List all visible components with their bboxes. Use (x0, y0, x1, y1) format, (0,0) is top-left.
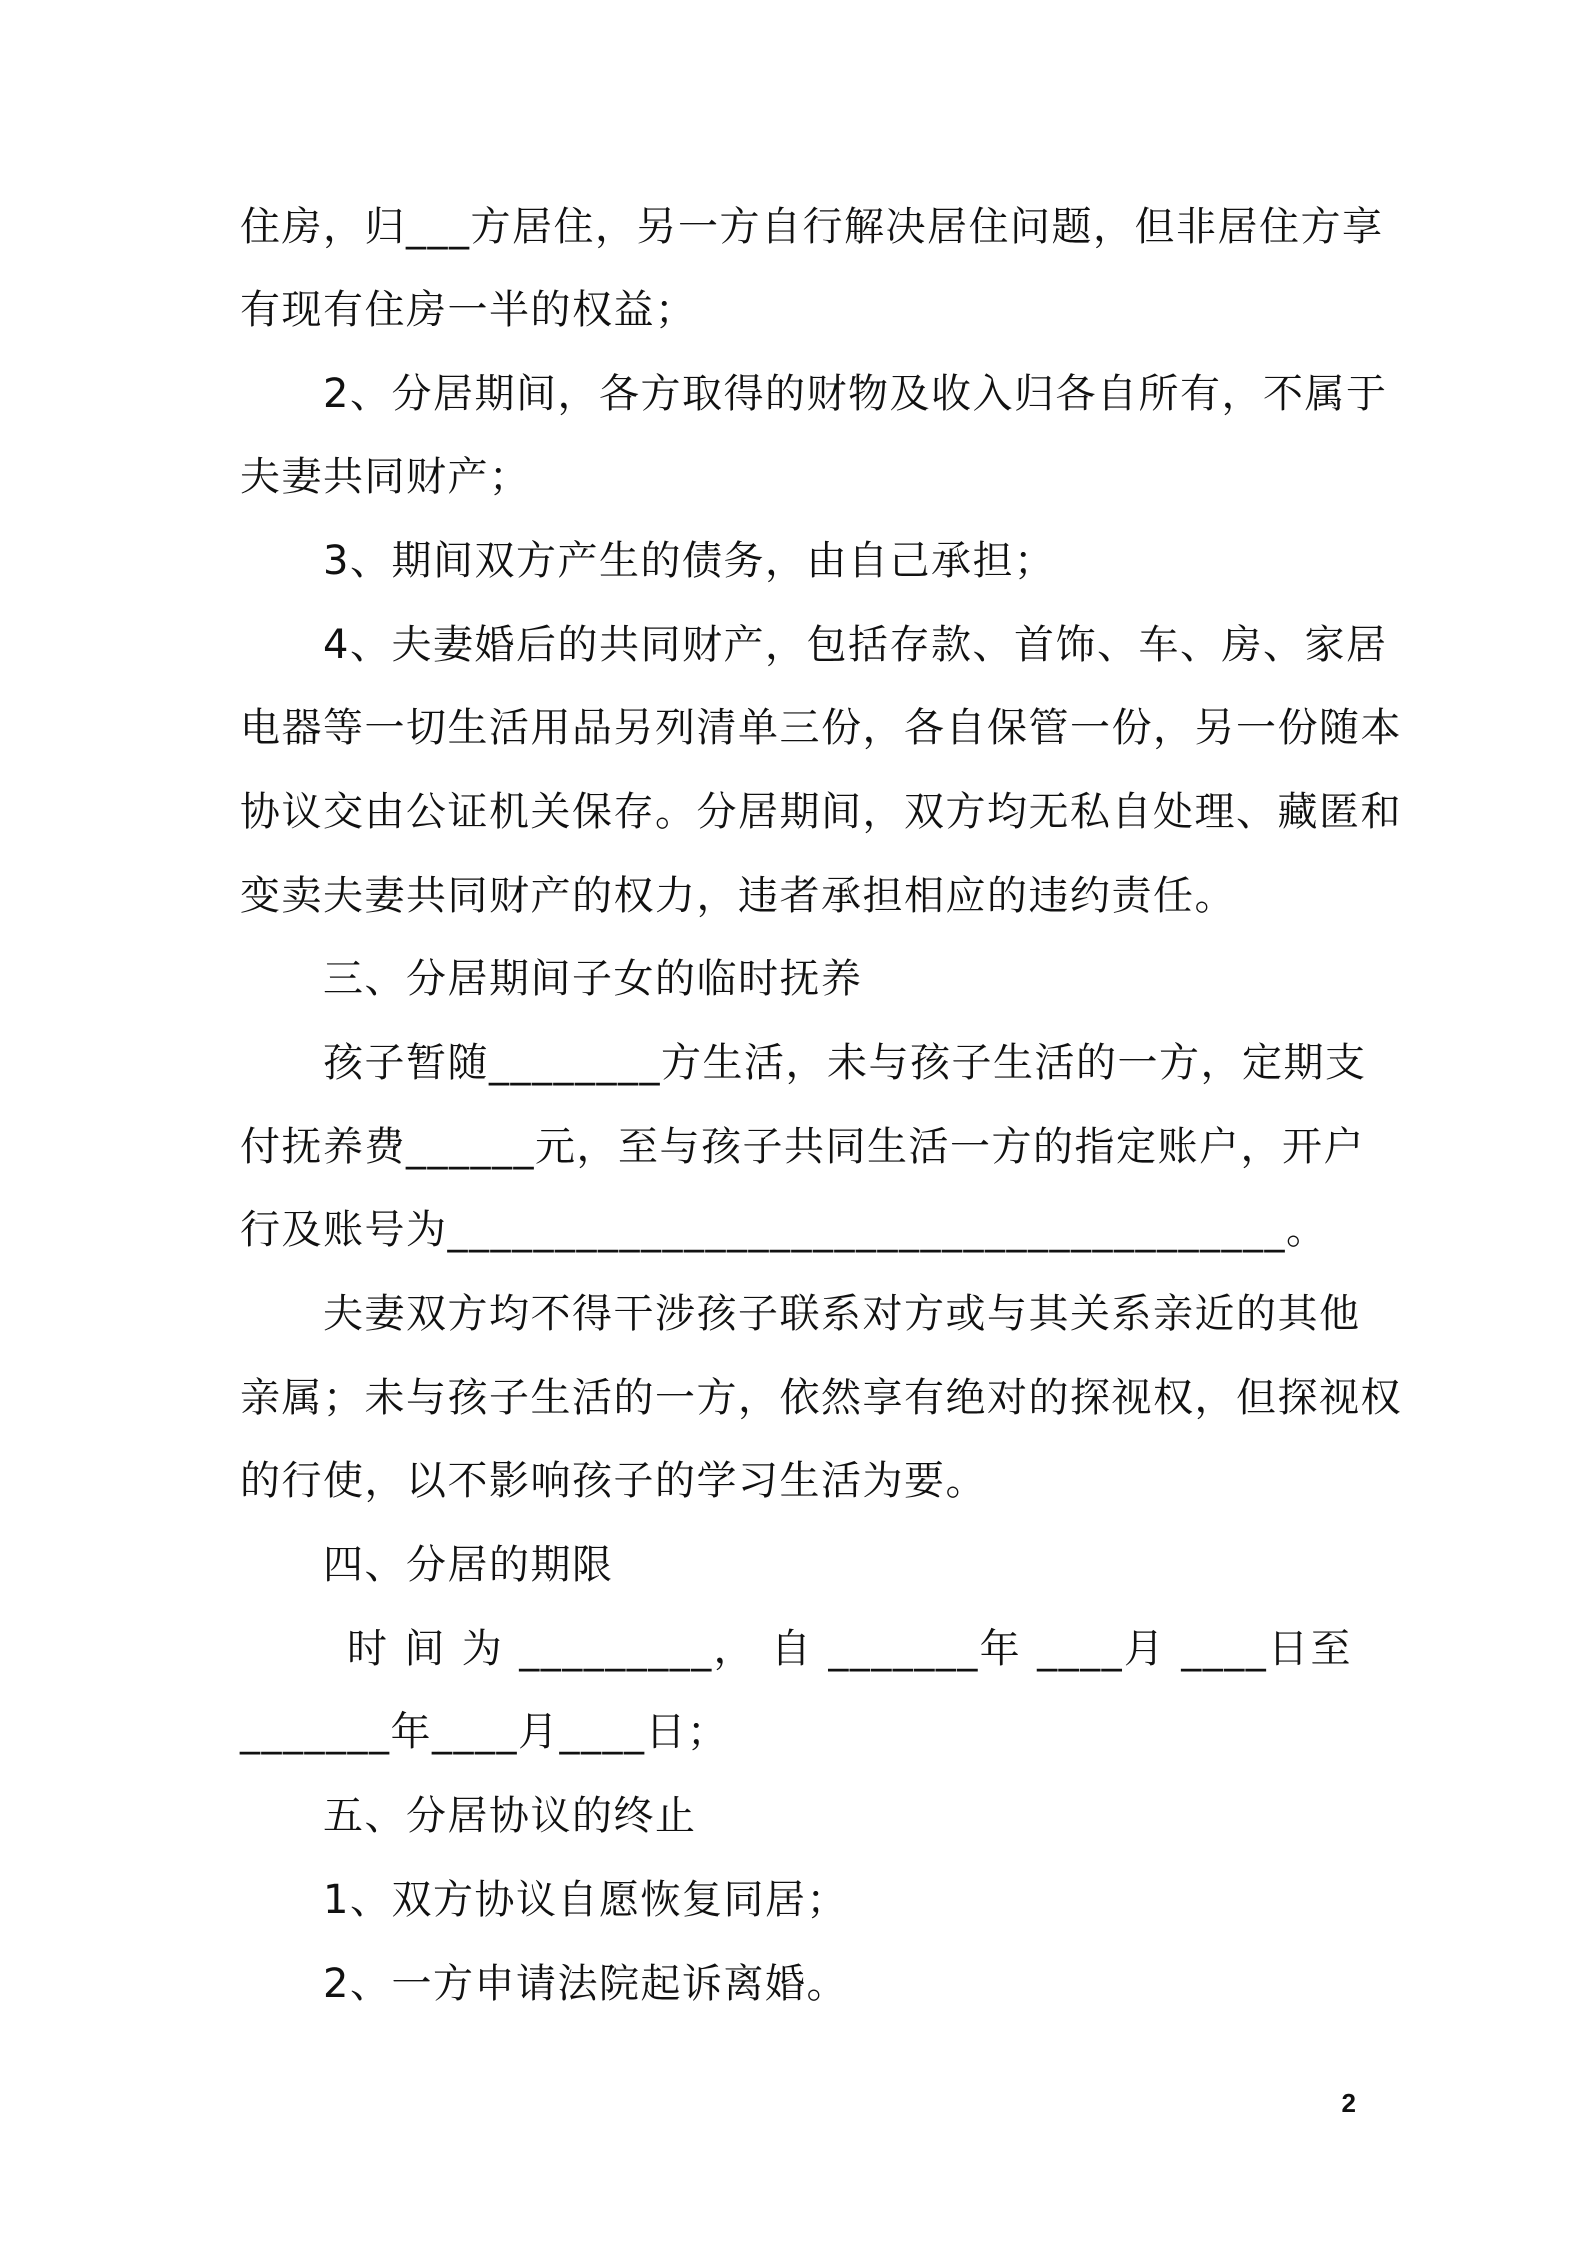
text-line: 1、双方协议自愿恢复同居； (323, 1877, 848, 1923)
page-number: 2 (1341, 2088, 1356, 2118)
text-line: 付抚养费______元，至与孩子共同生活一方的指定账户，开户 (240, 1124, 1365, 1170)
text-line: 3、期间双方产生的债务，由自己承担； (323, 538, 1056, 584)
text-line: 4、夫妻婚后的共同财产，包括存款、首饰、车、房、家居 (323, 622, 1388, 668)
section-heading: 三、分居期间子女的临时抚养 (323, 956, 863, 1002)
text-line: 2、一方申请法院起诉离婚。 (323, 1961, 848, 2007)
text-line: 协议交由公证机关保存。分居期间，双方均无私自处理、藏匿和 (240, 789, 1402, 835)
text-line: 住房，归___方居住，另一方自行解决居住问题，但非居住方享 (240, 204, 1384, 250)
text-line: 孩子暂随________方生活，未与孩子生活的一方，定期支 (323, 1040, 1367, 1086)
text-line: 变卖夫妻共同财产的权力，违者承担相应的违约责任。 (240, 873, 1236, 919)
text-line: 有现有住房一半的权益； (240, 287, 697, 333)
section-heading: 四、分居的期限 (323, 1542, 614, 1588)
text-line: 2、分居期间，各方取得的财物及收入归各自所有，不属于 (323, 371, 1388, 417)
text-line: 夫妻双方均不得干涉孩子联系对方或与其关系亲近的其他 (323, 1291, 1361, 1337)
text-line: 亲属；未与孩子生活的一方，依然享有绝对的探视权，但探视权 (240, 1375, 1402, 1421)
section-heading: 五、分居协议的终止 (323, 1793, 697, 1839)
text-line: 时 间 为 _________， 自 _______年 ____月 ____日至 (347, 1626, 1352, 1672)
text-line: _______年____月____日； (240, 1709, 729, 1755)
text-line: 的行使，以不影响孩子的学习生活为要。 (240, 1458, 987, 1504)
text-line: 电器等一切生活用品另列清单三份，各自保管一份，另一份随本 (240, 705, 1402, 751)
text-line: 行及账号为_______________________________________。 (240, 1207, 1328, 1253)
text-line: 夫妻共同财产； (240, 454, 531, 500)
